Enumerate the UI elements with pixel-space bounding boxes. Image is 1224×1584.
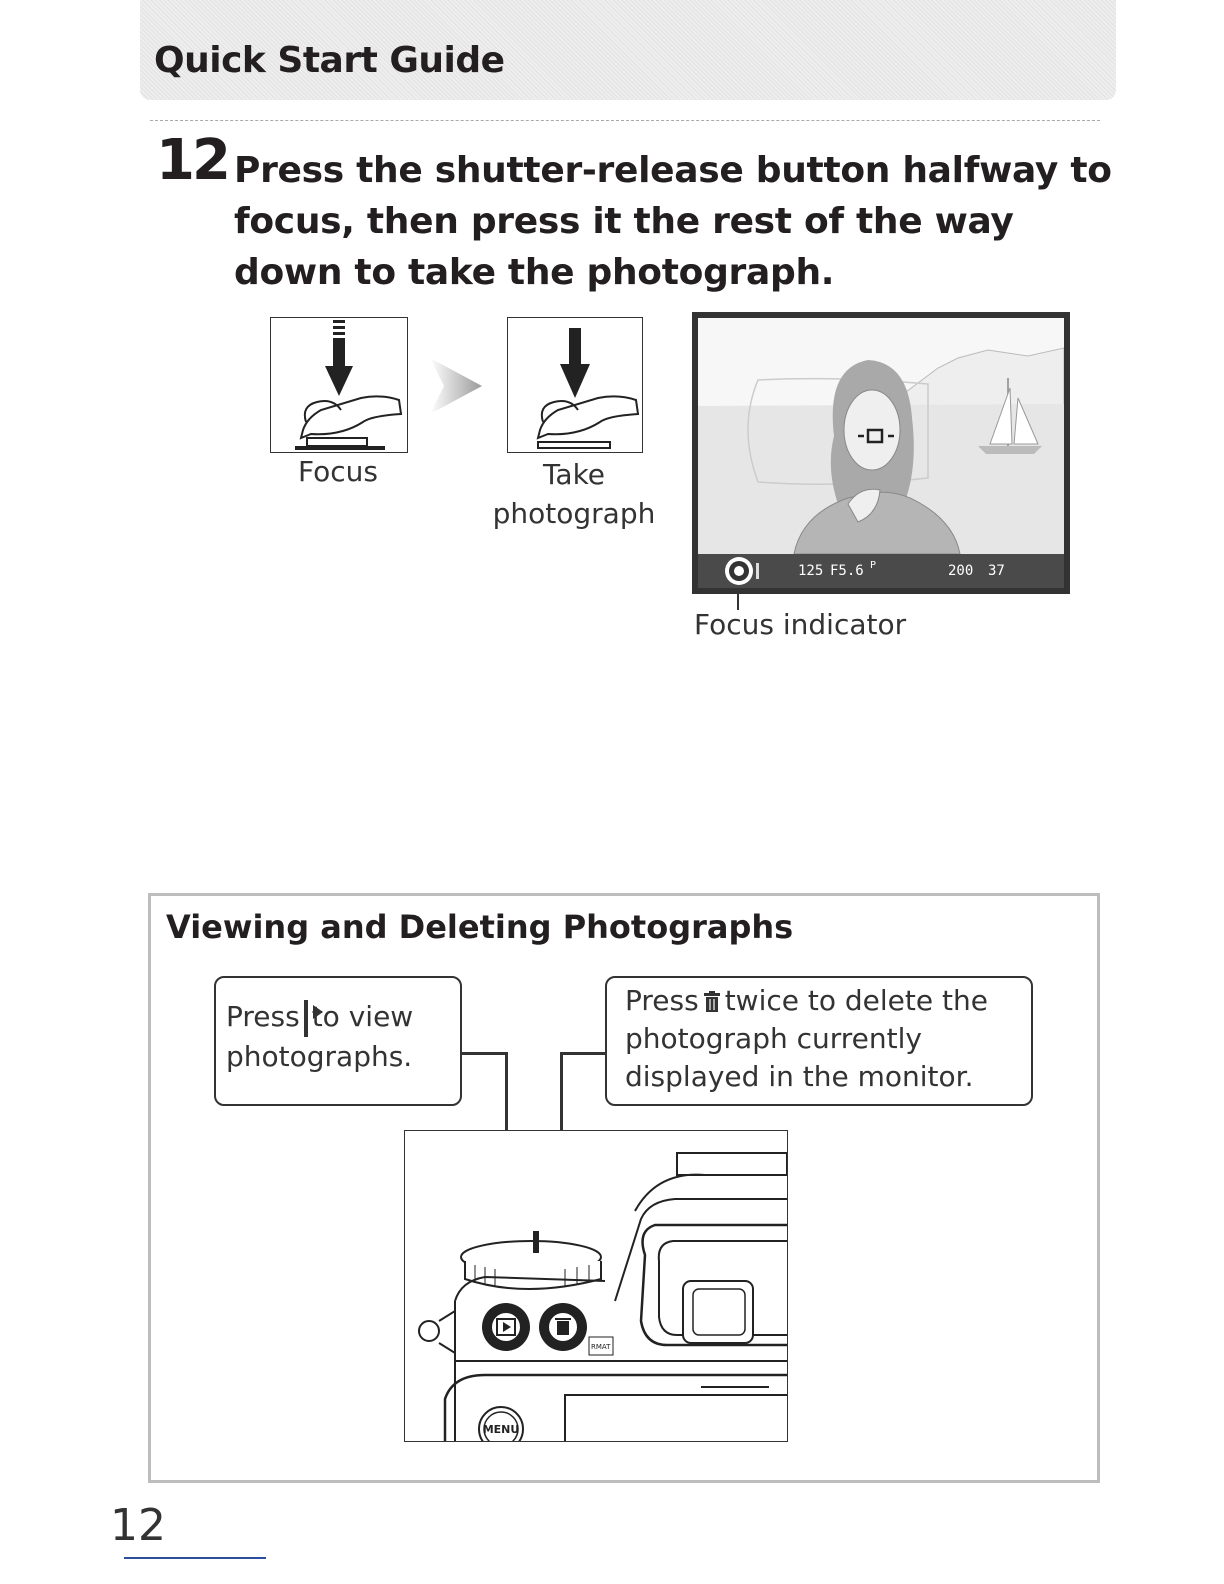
next-arrow-icon — [430, 358, 482, 414]
playback-post: to view photographs. — [226, 1000, 414, 1073]
focus-indicator-leader — [737, 588, 739, 610]
step-number: 12 — [156, 128, 228, 193]
shutter-speed: 125 — [798, 563, 824, 579]
frames-remaining: 37 — [988, 563, 1005, 579]
header-band — [140, 0, 1116, 100]
take-photo-illustration — [507, 317, 643, 453]
delete-callout — [605, 976, 1033, 1106]
playback-icon — [304, 1000, 308, 1037]
aperture: F5.6 — [830, 563, 864, 579]
playback-leader-h — [462, 1052, 508, 1055]
focus-indicator-icon — [722, 554, 762, 588]
playback-pre: Press — [226, 1000, 300, 1033]
half-press-finger-icon — [271, 318, 407, 452]
frame-count: 200 — [948, 563, 974, 579]
trash-icon — [703, 991, 721, 1013]
page-number-rule — [124, 1557, 266, 1559]
viewfinder-info-bar — [698, 554, 1064, 588]
viewfinder-display — [692, 312, 1070, 594]
delete-leader-h — [560, 1052, 606, 1055]
exposure-mode: P — [870, 560, 877, 571]
full-press-finger-icon — [508, 318, 642, 452]
focus-illustration — [270, 317, 408, 453]
step-instruction: Press the shutter-release button halfway to focus, then press it the rest of the way down to take the photograph. — [234, 150, 1112, 293]
section-title: Quick Start Guide — [154, 40, 505, 81]
delete-pre: Press — [625, 984, 699, 1017]
svg-text:RMAT: RMAT — [591, 1343, 611, 1351]
camera-body-image — [405, 1131, 788, 1442]
menu-button-label: MENU — [482, 1423, 520, 1436]
focus-caption: Focus — [298, 455, 378, 488]
focus-indicator-label: Focus indicator — [694, 608, 907, 641]
tip-box-title: Viewing and Deleting Photographs — [166, 908, 794, 946]
page-number: 12 — [110, 1500, 166, 1551]
divider — [150, 120, 1100, 121]
delete-post: twice to delete the photograph currently displayed in the monitor. — [625, 984, 988, 1093]
playback-callout — [214, 976, 462, 1106]
take-photo-caption: Take photograph — [492, 458, 656, 530]
camera-back-illustration — [404, 1130, 788, 1442]
portrait-scene-image — [698, 318, 1064, 554]
viewfinder-scene — [698, 318, 1064, 554]
